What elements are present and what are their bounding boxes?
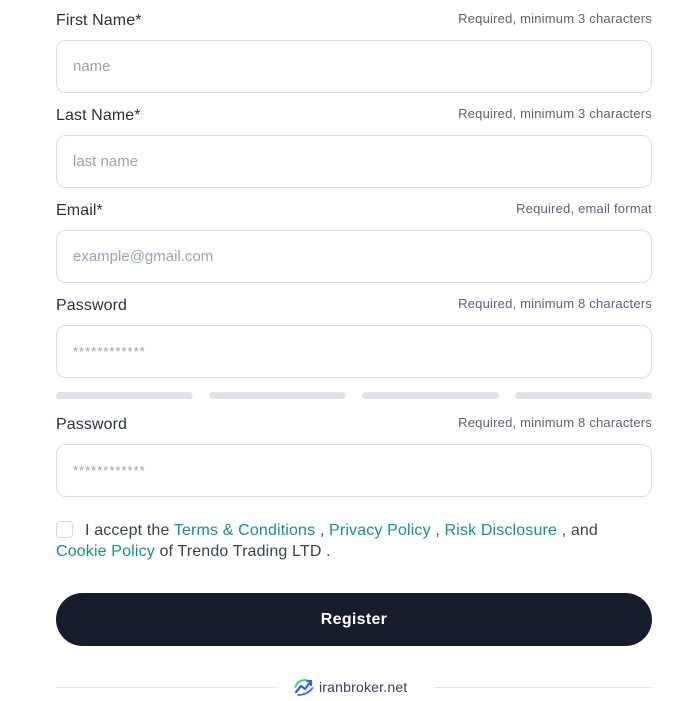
email-hint: Required, email format (516, 201, 652, 216)
register-button[interactable]: Register (56, 593, 652, 646)
email-label: Email* (56, 202, 103, 219)
footer-divider (56, 687, 277, 688)
accept-sep-3: , and (557, 522, 598, 539)
first-name-hint: Required, minimum 3 characters (458, 11, 652, 26)
privacy-policy-link[interactable]: Privacy Policy (329, 522, 431, 539)
registration-form (56, 0, 652, 562)
first-name-label: First Name* (56, 12, 142, 29)
accept-checkbox[interactable] (56, 521, 73, 538)
confirm-password-group (56, 404, 652, 497)
terms-link[interactable]: Terms & Conditions (173, 522, 316, 539)
email-group (56, 190, 652, 283)
accept-terms (56, 520, 652, 562)
confirm-password-input[interactable] (56, 444, 652, 497)
password-label: Password (56, 297, 128, 314)
cookie-policy-link[interactable]: Cookie Policy (56, 543, 155, 560)
footer (56, 676, 652, 700)
last-name-input[interactable] (56, 135, 652, 188)
last-name-hint: Required, minimum 3 characters (458, 106, 652, 121)
last-name-label: Last Name* (56, 107, 141, 124)
strength-segment (56, 392, 193, 399)
first-name-group (56, 0, 652, 93)
brand-watermark (294, 678, 407, 696)
password-strength-meter (56, 392, 652, 400)
footer-divider (434, 687, 652, 688)
accept-prefix: I accept the (85, 522, 174, 539)
chart-trend-icon (294, 678, 314, 696)
password-input[interactable] (56, 325, 652, 378)
password-hint: Required, minimum 8 characters (458, 296, 652, 311)
last-name-group (56, 95, 652, 188)
first-name-input[interactable] (56, 40, 652, 93)
confirm-password-hint: Required, minimum 8 characters (458, 415, 652, 430)
strength-segment (209, 392, 346, 399)
strength-segment (362, 392, 499, 399)
accept-sep-1: , (315, 522, 330, 539)
email-input[interactable] (56, 230, 652, 283)
risk-disclosure-link[interactable]: Risk Disclosure (444, 522, 558, 539)
accept-text (56, 520, 652, 562)
password-group (56, 285, 652, 378)
accept-sep-2: , (430, 522, 445, 539)
brand-text: iranbroker.net (319, 679, 408, 695)
strength-segment (515, 392, 652, 399)
accept-suffix: of Trendo Trading LTD . (154, 543, 331, 560)
confirm-password-label: Password (56, 416, 128, 433)
